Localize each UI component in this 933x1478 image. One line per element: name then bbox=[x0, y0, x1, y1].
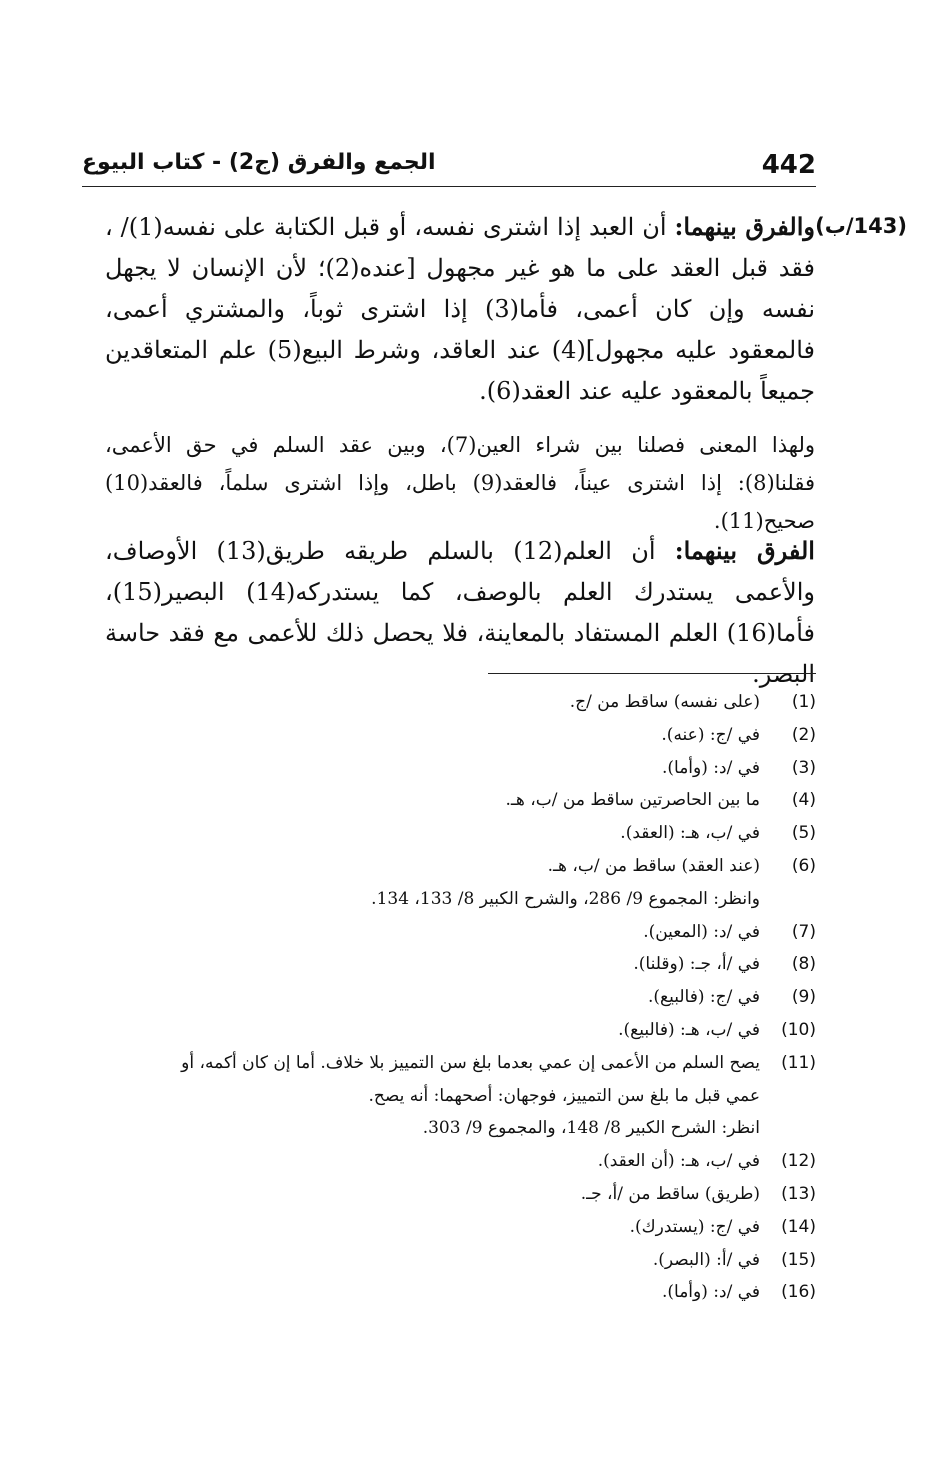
footnote-number: (10) bbox=[781, 1019, 816, 1040]
footnote bbox=[100, 948, 816, 981]
footnote-text-continued: عمي قبل ما بلغ سن التمييز، فوجهان: أصحهما: أنه يصح. bbox=[368, 1085, 760, 1106]
footnote-divider bbox=[488, 673, 816, 674]
footnotes-list bbox=[100, 686, 816, 1309]
footnote bbox=[100, 784, 816, 817]
footnote-text: يصح السلم من الأعمى إن عمي بعدما بلغ سن التمييز بلا خلاف. أما إن كان أكمه، أو bbox=[181, 1052, 760, 1073]
running-header bbox=[82, 148, 816, 188]
footnote-text: في /أ: (البصر). bbox=[652, 1249, 760, 1270]
footnote-number: (14) bbox=[781, 1216, 816, 1237]
paragraph-2 bbox=[105, 426, 815, 540]
footnote-number: (13) bbox=[781, 1183, 816, 1204]
footnote bbox=[100, 981, 816, 1014]
footnote-number: (12) bbox=[781, 1151, 816, 1172]
footnote-number: (9) bbox=[791, 987, 816, 1008]
footnote-number: (1) bbox=[791, 692, 816, 712]
paragraph-3 bbox=[105, 530, 815, 695]
footnote bbox=[100, 850, 816, 916]
paragraph-1-text: أن العبد إذا اشترى نفسه، أو قبل الكتابة على نفسه(1)/ ، فقد قبل العقد على ما هو غير مجهول [عنده(2)؛ لأن الإنسان لا يجهل نفسه وإن كان أعمى، فأما(3) إذا اشترى ثوباً، والمشتري أعمى، فالمعقود عليه مجهول](4) عند العاقد، وشرط البيع(5) علم المتعاقدين جميعاً بالمعقود عليه عند العقد(6). bbox=[105, 213, 815, 405]
running-title: الجمع والفرق (ج2) - كتاب البيوع bbox=[82, 150, 436, 175]
footnote-text: (طريق) ساقط من /أ، جـ. bbox=[580, 1183, 760, 1204]
paragraph-2-text: ولهذا المعنى فصلنا بين شراء العين(7)، وبين عقد السلم في حق الأعمى، فقلنا(8): إذا اشترى عيناً، فالعقد(9) باطل، وإذا اشترى سلماً، فالعقد(10) صحيح(11). bbox=[105, 433, 816, 533]
footnote-text: في /ج: (فالبيع). bbox=[648, 987, 760, 1008]
paragraph-3-text: أن العلم(12) بالسلم طريقه طريق(13) الأوصاف، والأعمى يستدرك العلم بالوصف، كما يستدركه(14) البصير(15)، فأما(16) العلم المستفاد بالمعاينة، فلا يحصل ذلك للأعمى مع فقد حاسة البصر. bbox=[105, 537, 816, 688]
paragraph-1 bbox=[105, 206, 815, 412]
footnote-number: (5) bbox=[791, 823, 816, 844]
footnote-text-continued: وانظر: المجموع 9/ 286، والشرح الكبير 8/ 133، 134. bbox=[371, 888, 760, 909]
footnote-number: (2) bbox=[791, 724, 816, 745]
manuscript-folio-marker: (143/ب) bbox=[815, 214, 907, 238]
footnote bbox=[100, 1276, 816, 1309]
footnote-text: (عند العقد) ساقط من /ب، هـ. bbox=[547, 855, 760, 876]
footnote bbox=[100, 1178, 816, 1211]
footnote-text-continued: انظر: الشرح الكبير 8/ 148، والمجموع 9/ 303. bbox=[422, 1118, 760, 1139]
footnote bbox=[100, 916, 816, 949]
footnote-number: (3) bbox=[791, 757, 816, 778]
footnote bbox=[100, 719, 816, 752]
footnote-number: (11) bbox=[781, 1052, 816, 1073]
footnote-text: في /ب، هـ: (العقد). bbox=[620, 823, 760, 844]
page-number: 442 bbox=[761, 150, 816, 180]
footnote bbox=[100, 1047, 816, 1145]
footnote-text: (على نفسه) ساقط من /ج. bbox=[569, 692, 760, 712]
footnote bbox=[100, 686, 816, 719]
header-divider bbox=[82, 186, 816, 187]
footnote-number: (8) bbox=[791, 954, 816, 975]
footnote-number: (6) bbox=[791, 855, 816, 876]
footnote-text: في /د: (وأما). bbox=[661, 1282, 760, 1303]
footnote-number: (16) bbox=[781, 1282, 816, 1303]
footnote-text: في /ج: (عنه). bbox=[661, 724, 760, 745]
footnote-text: ما بين الحاصرتين ساقط من /ب، هـ. bbox=[505, 790, 760, 811]
footnote-text: في /ج: (يستدرك). bbox=[629, 1216, 760, 1237]
footnote-text: في /د: (المعين). bbox=[643, 921, 760, 942]
footnote bbox=[100, 1014, 816, 1047]
footnote-text: في /ب، هـ: (فالبيع). bbox=[618, 1019, 760, 1040]
footnote-number: (15) bbox=[781, 1249, 816, 1270]
footnote bbox=[100, 817, 816, 850]
footnote-text: في /ب، هـ: (أن العقد). bbox=[597, 1151, 760, 1172]
footnote-text: في /أ، جـ: (وقلنا). bbox=[633, 954, 760, 975]
footnote-number: (4) bbox=[791, 790, 816, 811]
paragraph-1-label: والفرق بينهما: bbox=[674, 212, 815, 241]
footnote bbox=[100, 1244, 816, 1277]
footnote bbox=[100, 1211, 816, 1244]
footnote-text: في /د: (وأما). bbox=[661, 757, 760, 778]
footnote-number: (7) bbox=[791, 921, 816, 942]
paragraph-3-label: الفرق بينهما: bbox=[674, 536, 815, 565]
footnote bbox=[100, 1145, 816, 1178]
footnote bbox=[100, 752, 816, 785]
